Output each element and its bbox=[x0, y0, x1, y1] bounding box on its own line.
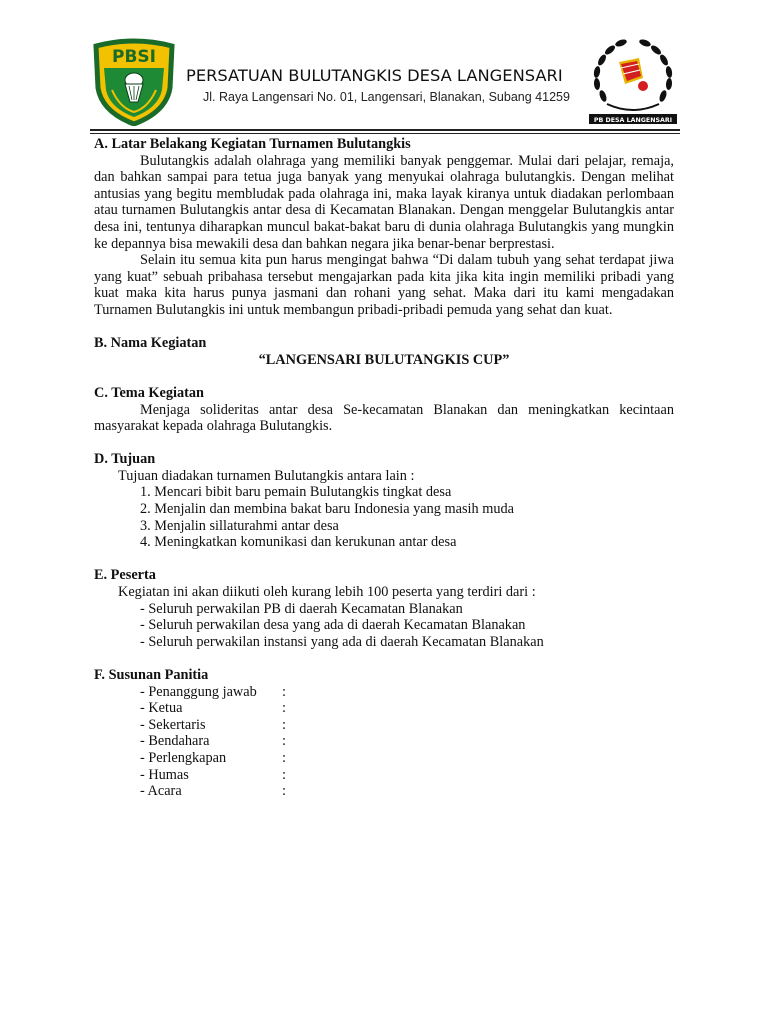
section-d-heading: D. Tujuan bbox=[94, 451, 156, 468]
committee-role: - Bendahara bbox=[140, 733, 210, 750]
colon: : bbox=[282, 716, 286, 733]
committee-row bbox=[140, 767, 674, 784]
section-a-paragraph-2: Selain itu semua kita pun harus mengingat bahwa “Di dalam tubuh yang sehat terdapat jiwa yang kuat” sebuah pribahasa tersebut mengajarkan pada kita jika kita ingin memiliki pribadi yang kuat maka kita harus punya jasmani dan rohani yang sehat. Maka dari itu kami mengadakan Turnamen Bulutangkis ini untuk membangun pribadi-pribadi pemuda yang sehat dan kuat. bbox=[94, 252, 674, 318]
section-b-heading: B. Nama Kegiatan bbox=[94, 335, 207, 352]
committee-role: - Acara bbox=[140, 783, 182, 800]
section-a-paragraph-1: Bulutangkis adalah olahraga yang memiliki banyak penggemar. Mulai dari pelajar, remaja, dan bahkan sampai para tetua juga banyak yang menyukai olahraga bulutangkis. Dengan melihat antusias yang begitu membludak pada olahraga ini, maka layak kiranya untuk diadakan perlombaan atau turnamen Bulutangkis antar desa di Kecamatan Blanakan. Dengan menggelar Bulutangkis antar desa ini, tentunya diharapkan muncul bakat-bakat baru di dunia olahraga Bulutangkis yang mungkin ke depannya bisa mewakili desa dan bahkan negara jika benar-benar berprestasi. bbox=[94, 152, 674, 252]
list-item: 4. Meningkatkan komunikasi dan kerukunan antar desa bbox=[140, 534, 457, 551]
organization-address: Jl. Raya Langensari No. 01, Langensari, Blanakan, Subang 41259 bbox=[203, 90, 570, 104]
colon: : bbox=[282, 733, 286, 750]
goals-list bbox=[94, 484, 674, 550]
committee-role: - Perlengkapan bbox=[140, 749, 227, 766]
pbsi-logo-text: PBSI bbox=[112, 47, 156, 67]
list-item: 1. Mencari bibit baru pemain Bulutangkis tingkat desa bbox=[140, 484, 452, 501]
section-e-intro: Kegiatan ini akan diikuti oleh kurang lebih 100 peserta yang terdiri dari : bbox=[118, 584, 536, 601]
committee-row bbox=[140, 700, 674, 717]
committee-row bbox=[140, 733, 674, 750]
committee-list bbox=[94, 684, 674, 800]
section-c-heading: C. Tema Kegiatan bbox=[94, 384, 205, 401]
committee-role: - Sekertaris bbox=[140, 716, 206, 733]
committee-role: - Ketua bbox=[140, 700, 183, 717]
section-f-heading: F. Susunan Panitia bbox=[94, 667, 209, 683]
colon: : bbox=[282, 766, 286, 783]
section-c-theme: Menjaga solideritas antar desa Se-kecamatan Blanakan dan meningkatkan kecintaan masyarakat kepada olahraga Bulutangkis. bbox=[94, 401, 674, 435]
header-divider-thin bbox=[90, 133, 680, 134]
committee-row bbox=[140, 783, 674, 800]
pbsi-shield-logo bbox=[90, 38, 178, 126]
committee-role: - Penanggung jawab bbox=[140, 683, 257, 700]
header-divider-thick bbox=[90, 129, 680, 131]
document-body bbox=[94, 136, 674, 800]
committee-row bbox=[140, 684, 674, 701]
event-name: “LANGENSARI BULUTANGKIS CUP” bbox=[258, 351, 510, 368]
participants-list bbox=[94, 601, 674, 651]
list-item: - Seluruh perwakilan PB di daerah Kecamatan Blanakan bbox=[140, 600, 463, 617]
colon: : bbox=[282, 700, 286, 717]
section-a-heading: A. Latar Belakang Kegiatan Turnamen Bulutangkis bbox=[94, 136, 411, 152]
organization-title: PERSATUAN BULUTANGKIS DESA LANGENSARI bbox=[186, 66, 563, 85]
list-item: 3. Menjalin sillaturahmi antar desa bbox=[140, 517, 339, 534]
committee-row bbox=[140, 717, 674, 734]
list-item: - Seluruh perwakilan instansi yang ada di daerah Kecamatan Blanakan bbox=[140, 633, 544, 650]
colon: : bbox=[282, 683, 286, 700]
laurel-shuttlecock-logo bbox=[585, 34, 681, 126]
colon: : bbox=[282, 783, 286, 800]
section-e-heading: E. Peserta bbox=[94, 567, 156, 584]
colon: : bbox=[282, 749, 286, 766]
section-d-intro: Tujuan diadakan turnamen Bulutangkis antara lain : bbox=[118, 467, 415, 484]
right-logo-caption: PB DESA LANGENSARI bbox=[593, 117, 673, 124]
list-item: - Seluruh perwakilan desa yang ada di daerah Kecamatan Blanakan bbox=[140, 617, 526, 634]
committee-role: - Humas bbox=[140, 766, 189, 783]
committee-row bbox=[140, 750, 674, 767]
list-item: 2. Menjalin dan membina bakat baru Indonesia yang masih muda bbox=[140, 501, 515, 518]
